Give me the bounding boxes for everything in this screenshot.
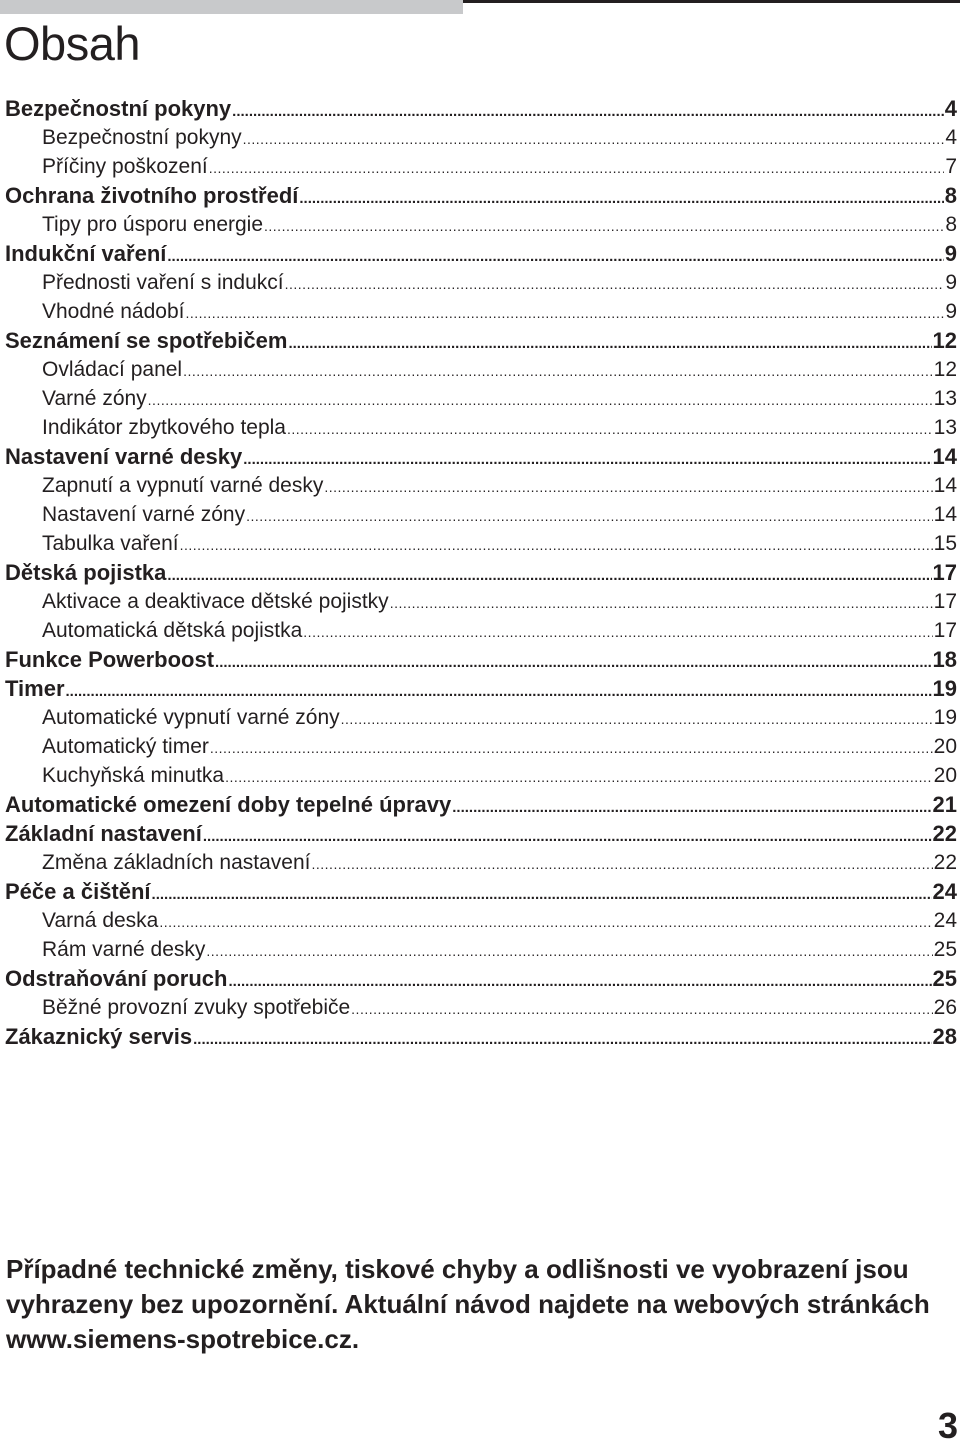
toc-dot-leader (285, 270, 945, 299)
toc-entry-label: Ochrana životního prostředí (5, 183, 299, 208)
toc-entry-page-number: 9 (945, 300, 957, 323)
toc-entry-page-number: 12 (933, 358, 957, 381)
toc-dot-leader (264, 212, 944, 241)
toc-dot-leader (225, 763, 933, 792)
toc-entry-page-number: 14 (933, 474, 957, 497)
toc-entry-page-number: 8 (945, 213, 957, 236)
toc-section-entry[interactable] (0, 848, 960, 877)
toc-section-entry[interactable] (0, 152, 960, 181)
toc-entry-label: Rám varné desky (42, 938, 206, 961)
toc-dot-leader (167, 242, 943, 271)
toc-dot-leader (288, 329, 931, 358)
toc-section-entry[interactable] (0, 500, 960, 529)
toc-dot-leader (287, 415, 933, 444)
toc-entry-label: Varné zóny (42, 387, 147, 410)
toc-entry-label: Kuchyňská minutka (42, 764, 225, 787)
toc-entry-label: Změna základních nastavení (42, 851, 311, 874)
toc-entry-label: Přednosti vaření s indukcí (42, 271, 284, 294)
toc-chapter-entry[interactable] (0, 558, 960, 587)
toc-entry-label: Funkce Powerboost (5, 647, 215, 672)
toc-entry-label: Běžné provozní zvuky spotřebiče (42, 996, 351, 1019)
toc-entry-page-number: 19 (932, 676, 957, 701)
toc-entry-label: Vhodné nádobí (42, 300, 185, 323)
toc-chapter-entry[interactable] (0, 326, 960, 355)
toc-dot-leader (180, 531, 933, 560)
toc-section-entry[interactable] (0, 529, 960, 558)
toc-entry-page-number: 22 (933, 851, 957, 874)
toc-dot-leader (203, 822, 932, 851)
toc-entry-page-number: 24 (932, 879, 957, 904)
toc-entry-page-number: 20 (933, 764, 957, 787)
toc-entry-page-number: 9 (944, 241, 957, 266)
toc-entry-page-number: 24 (933, 909, 957, 932)
toc-entry-page-number: 15 (933, 532, 957, 555)
toc-section-entry[interactable] (0, 210, 960, 239)
toc-entry-label: Základní nastavení (5, 821, 202, 846)
toc-entry-label: Nastavení varné zóny (42, 503, 246, 526)
header-rule-dark-line (463, 0, 960, 3)
toc-entry-label: Dětská pojistka (5, 560, 167, 585)
toc-dot-leader (243, 125, 945, 154)
toc-dot-leader (210, 734, 933, 763)
toc-dot-leader (299, 184, 943, 213)
toc-entry-page-number: 26 (933, 996, 957, 1019)
toc-chapter-entry[interactable] (0, 819, 960, 848)
toc-section-entry[interactable] (0, 384, 960, 413)
toc-entry-page-number: 8 (944, 183, 957, 208)
toc-entry-label: Automatické omezení doby tepelné úpravy (5, 792, 452, 817)
toc-entry-page-number: 14 (933, 503, 957, 526)
toc-entry-page-number: 13 (933, 416, 957, 439)
toc-section-entry[interactable] (0, 413, 960, 442)
toc-chapter-entry[interactable] (0, 94, 960, 123)
toc-section-entry[interactable] (0, 268, 960, 297)
toc-entry-page-number: 7 (945, 155, 957, 178)
toc-dot-leader (206, 937, 932, 966)
toc-section-entry[interactable] (0, 761, 960, 790)
toc-chapter-entry[interactable] (0, 790, 960, 819)
toc-entry-label: Automatické vypnutí varné zóny (42, 706, 340, 729)
toc-entry-label: Zákaznický servis (5, 1024, 193, 1049)
toc-chapter-entry[interactable] (0, 964, 960, 993)
toc-section-entry[interactable] (0, 935, 960, 964)
toc-chapter-entry[interactable] (0, 877, 960, 906)
toc-section-entry[interactable] (0, 732, 960, 761)
toc-entry-page-number: 22 (932, 821, 957, 846)
toc-entry-page-number: 17 (933, 590, 957, 613)
toc-dot-leader (303, 618, 932, 647)
toc-entry-label: Ovládací panel (42, 358, 183, 381)
toc-entry-page-number: 9 (945, 271, 957, 294)
toc-entry-page-number: 25 (932, 966, 957, 991)
toc-entry-label: Tipy pro úsporu energie (42, 213, 264, 236)
toc-dot-leader (159, 908, 932, 937)
toc-entry-page-number: 19 (933, 706, 957, 729)
toc-entry-label: Seznámení se spotřebičem (5, 328, 288, 353)
toc-entry-label: Odstraňování poruch (5, 966, 228, 991)
toc-entry-label: Tabulka vaření (42, 532, 179, 555)
toc-entry-label: Automatický timer (42, 735, 209, 758)
page-number: 3 (937, 1405, 958, 1446)
toc-entry-label: Bezpečnostní pokyny (5, 96, 232, 121)
toc-section-entry[interactable] (0, 471, 960, 500)
toc-dot-leader (312, 850, 933, 879)
toc-dot-leader (246, 502, 933, 531)
header-rule-gray-bar (0, 0, 463, 14)
toc-entry-label: Příčiny poškození (42, 155, 208, 178)
toc-section-entry[interactable] (0, 703, 960, 732)
toc-dot-leader (390, 589, 933, 618)
toc-chapter-entry[interactable] (0, 645, 960, 674)
toc-entry-page-number: 17 (932, 560, 957, 585)
toc-entry-page-number: 4 (944, 96, 957, 121)
toc-dot-leader (193, 1025, 931, 1054)
toc-section-entry[interactable] (0, 993, 960, 1022)
page-title: Obsah (4, 17, 140, 70)
toc-section-entry[interactable] (0, 297, 960, 326)
toc-section-entry[interactable] (0, 355, 960, 384)
toc-dot-leader (167, 561, 931, 590)
toc-entry-label: Indikátor zbytkového tepla (42, 416, 286, 439)
toc-dot-leader (152, 880, 932, 909)
toc-chapter-entry[interactable] (0, 674, 960, 703)
toc-chapter-entry[interactable] (0, 442, 960, 471)
toc-dot-leader (341, 705, 933, 734)
toc-chapter-entry[interactable] (0, 239, 960, 268)
toc-entry-page-number: 14 (932, 444, 957, 469)
toc-entry-page-number: 25 (933, 938, 957, 961)
toc-dot-leader (209, 154, 945, 183)
toc-entry-page-number: 28 (932, 1024, 957, 1049)
toc-entry-page-number: 17 (933, 619, 957, 642)
toc-dot-leader (232, 97, 944, 126)
toc-entry-label: Automatická dětská pojistka (42, 619, 303, 642)
toc-dot-leader (351, 995, 932, 1024)
toc-entry-page-number: 12 (932, 328, 957, 353)
toc-dot-leader (66, 677, 932, 706)
toc-entry-label: Timer (5, 676, 65, 701)
toc-section-entry[interactable] (0, 587, 960, 616)
toc-section-entry[interactable] (0, 616, 960, 645)
toc-section-entry[interactable] (0, 906, 960, 935)
toc-dot-leader (324, 473, 932, 502)
toc-dot-leader (148, 386, 933, 415)
disclaimer-text: Případné technické změny, tiskové chyby a odlišnosti ve vyobrazení jsou vyhrazeny bez upozornění. Aktuální návod najdete na webových stránkách www.siemens-spotrebice.cz. (6, 1254, 930, 1354)
table-of-contents (0, 94, 960, 1051)
toc-entry-page-number: 20 (933, 735, 957, 758)
toc-dot-leader (215, 648, 931, 677)
toc-entry-page-number: 21 (932, 792, 957, 817)
toc-chapter-entry[interactable] (0, 181, 960, 210)
toc-entry-label: Nastavení varné desky (5, 444, 243, 469)
toc-dot-leader (228, 967, 931, 996)
toc-chapter-entry[interactable] (0, 1022, 960, 1051)
toc-entry-label: Aktivace a deaktivace dětské pojistky (42, 590, 389, 613)
toc-dot-leader (183, 357, 933, 386)
toc-dot-leader (243, 445, 931, 474)
header-rule (0, 0, 960, 16)
toc-entry-label: Zapnutí a vypnutí varné desky (42, 474, 324, 497)
toc-entry-label: Bezpečnostní pokyny (42, 126, 242, 149)
toc-dot-leader (452, 793, 931, 822)
toc-entry-label: Varná deska (42, 909, 159, 932)
toc-entry-label: Indukční vaření (5, 241, 167, 266)
toc-entry-label: Péče a čištění (5, 879, 151, 904)
toc-entry-page-number: 18 (932, 647, 957, 672)
toc-dot-leader (185, 299, 944, 328)
toc-entry-page-number: 13 (933, 387, 957, 410)
toc-entry-page-number: 4 (945, 126, 957, 149)
toc-section-entry[interactable] (0, 123, 960, 152)
